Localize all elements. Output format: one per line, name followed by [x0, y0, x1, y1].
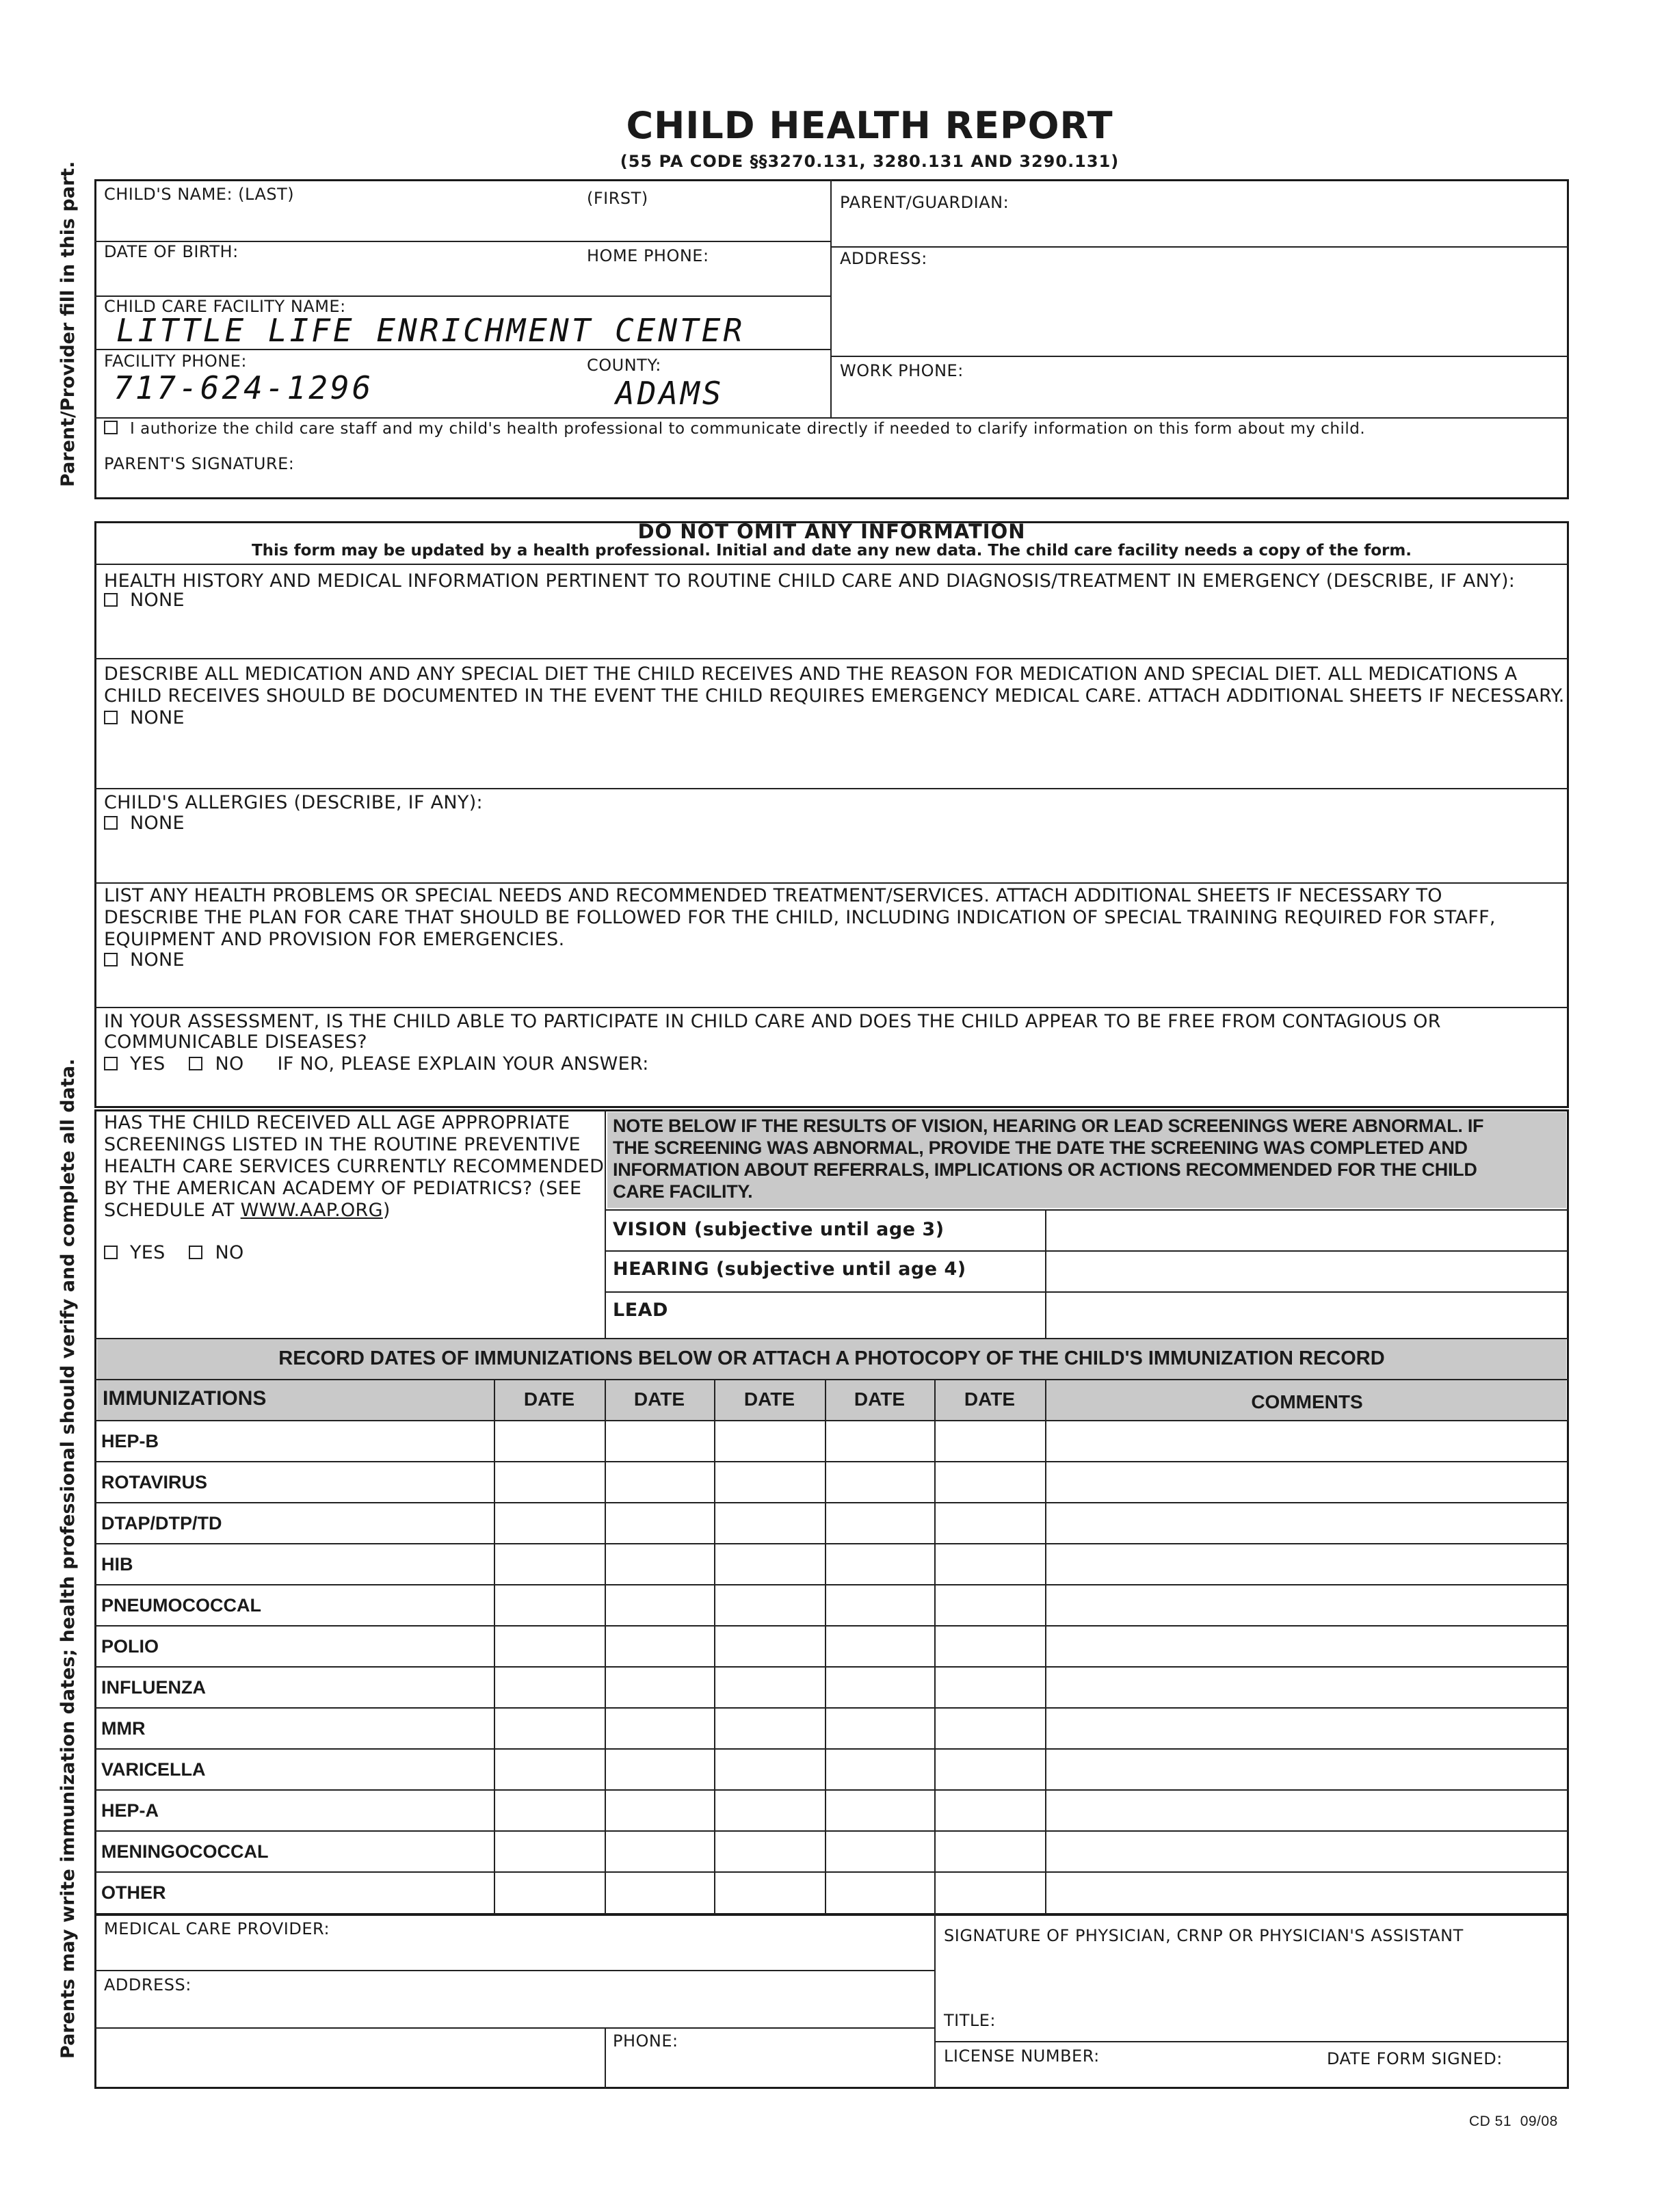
- facility-phone-label: FACILITY PHONE:: [104, 352, 247, 371]
- provider-label: MEDICAL CARE PROVIDER:: [104, 1919, 330, 1938]
- form-code: CD 51 09/08: [1469, 2114, 1558, 2129]
- county-label: COUNTY:: [587, 356, 661, 375]
- screening-yes-checkbox[interactable]: [104, 1246, 118, 1259]
- imm-row-mmr: MMR: [101, 1718, 146, 1739]
- provider-address-label: ADDRESS:: [104, 1975, 192, 1994]
- imm-row-hep-b: HEP-B: [101, 1431, 159, 1451]
- imm-row-pneumococcal: PNEUMOCOCCAL: [101, 1595, 261, 1616]
- banner-subtitle: This form may be updated by a health professional. Initial and date any new data. The child care facility needs a copy of the form.: [251, 542, 1412, 559]
- screening-note: NOTE BELOW IF THE RESULTS OF VISION, HEARING OR LEAD SCREENINGS WERE ABNORMAL. IF THE SCREENING WAS ABNORMAL, PROVIDE THE DATE THE SCREENING WAS COMPLETED AND INFORMATION ABOUT REFERRALS, IMPLICATIONS OR ACTIONS RECOMMENDED FOR THE CHILD CARE FACILITY.: [613, 1116, 1484, 1202]
- authorize-row[interactable]: [104, 420, 1365, 438]
- form-title: CHILD HEALTH REPORT: [626, 104, 1113, 147]
- provider-phone-label: PHONE:: [613, 2031, 678, 2051]
- physician-signature-field[interactable]: [937, 1949, 1566, 1990]
- title-field[interactable]: [1012, 2004, 1559, 2038]
- immunizations-header: IMMUNIZATIONS: [103, 1387, 267, 1410]
- address-label: ADDRESS:: [840, 249, 927, 268]
- home-phone-field[interactable]: [581, 267, 828, 294]
- authorize-checkbox[interactable]: [104, 421, 118, 434]
- imm-row-dtap: DTAP/DTP/TD: [101, 1513, 222, 1533]
- allergies-none-checkbox[interactable]: [104, 816, 118, 830]
- problems-line2: DESCRIBE THE PLAN FOR CARE THAT SHOULD BE FOLLOWED FOR THE CHILD, INCLUDING INDICATION OF SPECIAL TRAINING REQUIRED FOR STAFF,: [104, 907, 1496, 928]
- parent-guardian-label: PARENT/GUARDIAN:: [840, 193, 1009, 212]
- dob-field[interactable]: [97, 263, 576, 294]
- medication-line2: CHILD RECEIVES SHOULD BE DOCUMENTED IN THE EVENT THE CHILD REQUIRES EMERGENCY MEDICAL CARE. ATTACH ADDITIONAL SHEETS IF NECESSARY.: [104, 685, 1565, 707]
- assessment-line1: IN YOUR ASSESSMENT, IS THE CHILD ABLE TO PARTICIPATE IN CHILD CARE AND DOES THE CHILD APPEAR TO BE FREE FROM CONTAGIOUS OR: [104, 1011, 1441, 1032]
- county-value[interactable]: ADAMS: [616, 375, 724, 412]
- assessment-no-checkbox[interactable]: [189, 1057, 202, 1070]
- provider-phone-field[interactable]: [607, 2052, 932, 2086]
- medication-line1: DESCRIBE ALL MEDICATION AND ANY SPECIAL DIET THE CHILD RECEIVES AND THE REASON FOR MEDICATION AND SPECIAL DIET. ALL MEDICATIONS A: [104, 663, 1518, 685]
- imm-row-polio: POLIO: [101, 1636, 159, 1657]
- allergies-label: CHILD'S ALLERGIES (DESCRIBE, IF ANY):: [104, 792, 483, 813]
- screening-question-line5: SCHEDULE AT WWW.AAP.ORG): [104, 1200, 391, 1221]
- allergies-none[interactable]: NONE: [104, 813, 185, 834]
- work-phone-field[interactable]: [833, 383, 1566, 416]
- facility-phone-value[interactable]: 717-624-1296: [114, 369, 374, 406]
- parent-signature-field[interactable]: [308, 449, 1539, 490]
- child-name-label: CHILD'S NAME: (LAST): [104, 185, 295, 204]
- assessment-yes-checkbox[interactable]: [104, 1057, 118, 1070]
- medication-none[interactable]: NONE: [104, 707, 185, 729]
- dob-label: DATE OF BIRTH:: [104, 242, 239, 261]
- screening-answer-row[interactable]: YES NO: [104, 1242, 244, 1264]
- screening-question-line3: HEALTH CARE SERVICES CURRENTLY RECOMMENDED: [104, 1156, 605, 1177]
- facility-name-label: CHILD CARE FACILITY NAME:: [104, 297, 346, 316]
- problems-line3: EQUIPMENT AND PROVISION FOR EMERGENCIES.: [104, 929, 565, 950]
- problems-line1: LIST ANY HEALTH PROBLEMS OR SPECIAL NEEDS AND RECOMMENDED TREATMENT/SERVICES. ATTACH ADDITIONAL SHEETS IF NECESSARY TO: [104, 885, 1442, 906]
- comments-header: COMMENTS: [1251, 1391, 1363, 1412]
- screening-question-line4: BY THE AMERICAN ACADEMY OF PEDIATRICS? (SEE: [104, 1178, 582, 1199]
- imm-row-meningococcal: MENINGOCOCCAL: [101, 1841, 269, 1862]
- health-history-none[interactable]: NONE: [104, 590, 185, 611]
- hearing-label: HEARING (subjective until age 4): [613, 1259, 966, 1280]
- parent-signature-label: PARENT'S SIGNATURE:: [104, 454, 295, 473]
- date-header-3: DATE: [743, 1388, 795, 1410]
- date-form-signed-field[interactable]: [1324, 2067, 1566, 2088]
- child-first-name-label: (FIRST): [587, 189, 648, 208]
- provider-address-field[interactable]: [97, 1996, 932, 2026]
- vision-label: VISION (subjective until age 3): [613, 1219, 945, 1240]
- assessment-line2: COMMUNICABLE DISEASES?: [104, 1031, 367, 1053]
- screening-no-checkbox[interactable]: [189, 1246, 202, 1259]
- imm-row-hep-a: HEP-A: [101, 1800, 159, 1821]
- problems-none-checkbox[interactable]: [104, 953, 118, 966]
- aap-link[interactable]: WWW.AAP.ORG: [240, 1200, 383, 1221]
- vision-result-field[interactable]: [1048, 1212, 1565, 1248]
- date-header-1: DATE: [523, 1388, 575, 1410]
- lead-label: LEAD: [613, 1300, 668, 1321]
- title-label: TITLE:: [944, 2011, 996, 2030]
- explain-label: IF NO, PLEASE EXPLAIN YOUR ANSWER:: [277, 1053, 649, 1075]
- banner-title: DO NOT OMIT ANY INFORMATION: [637, 520, 1026, 543]
- imm-row-rotavirus: ROTAVIRUS: [101, 1472, 207, 1492]
- screening-question-line1: HAS THE CHILD RECEIVED ALL AGE APPROPRIATE: [104, 1112, 570, 1133]
- work-phone-label: WORK PHONE:: [840, 361, 964, 380]
- date-header-2: DATE: [633, 1388, 685, 1410]
- assessment-answer-row[interactable]: YES NO IF NO, PLEASE EXPLAIN YOUR ANSWER:: [104, 1053, 649, 1075]
- side-label-health-professional: Parents may write immunization dates; health professional should verify and complete all data.: [57, 1058, 79, 2059]
- date-header-4: DATE: [854, 1388, 906, 1410]
- health-history-label: HEALTH HISTORY AND MEDICAL INFORMATION PERTINENT TO ROUTINE CHILD CARE AND DIAGNOSIS/TREATMENT IN EMERGENCY (DESCRIBE, IF ANY):: [104, 570, 1516, 592]
- imm-row-varicella: VARICELLA: [101, 1759, 206, 1780]
- lead-result-field[interactable]: [1048, 1294, 1565, 1335]
- parent-guardian-field[interactable]: [833, 212, 1566, 245]
- authorize-text: I authorize the child care staff and my child's health professional to communicate directly if needed to clarify information on this form about my child.: [130, 420, 1366, 438]
- hearing-result-field[interactable]: [1048, 1253, 1565, 1289]
- imm-row-influenza: INFLUENZA: [101, 1677, 206, 1698]
- child-name-field[interactable]: [97, 205, 828, 239]
- physician-signature-label: SIGNATURE OF PHYSICIAN, CRNP OR PHYSICIAN'S ASSISTANT: [944, 1926, 1464, 1945]
- immunization-banner-text: RECORD DATES OF IMMUNIZATIONS BELOW OR ATTACH A PHOTOCOPY OF THE CHILD'S IMMUNIZATION RECORD: [278, 1347, 1385, 1369]
- imm-row-other: OTHER: [101, 1882, 166, 1903]
- license-number-field[interactable]: [937, 2067, 1320, 2088]
- history-none-checkbox[interactable]: [104, 593, 118, 607]
- form-subtitle: (55 PA CODE §§3270.131, 3280.131 AND 3290.131): [620, 152, 1120, 171]
- date-form-signed-label: DATE FORM SIGNED:: [1327, 2049, 1503, 2068]
- address-field[interactable]: [833, 271, 1566, 353]
- facility-name-value[interactable]: LITTLE LIFE ENRICHMENT CENTER: [116, 312, 745, 349]
- provider-field[interactable]: [97, 1940, 932, 1969]
- license-number-label: LICENSE NUMBER:: [944, 2046, 1100, 2066]
- side-label-parent: Parent/Provider fill in this part.: [57, 161, 79, 487]
- medication-none-checkbox[interactable]: [104, 711, 118, 724]
- problems-none[interactable]: NONE: [104, 949, 185, 971]
- date-header-5: DATE: [964, 1388, 1016, 1410]
- imm-row-hib: HIB: [101, 1554, 133, 1575]
- home-phone-label: HOME PHONE:: [587, 246, 709, 265]
- screening-question-line2: SCREENINGS LISTED IN THE ROUTINE PREVENTIVE: [104, 1134, 581, 1155]
